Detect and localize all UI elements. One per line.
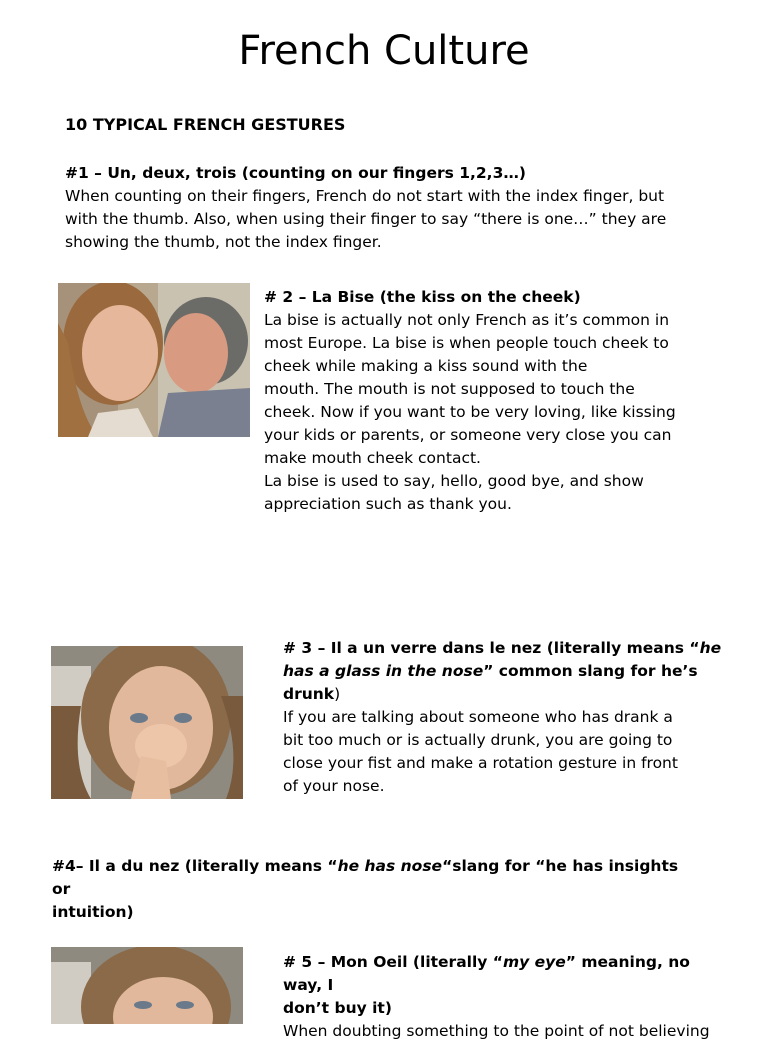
gesture-3-title-e: ) bbox=[334, 685, 341, 703]
gesture-4-title-b: he has nose bbox=[337, 857, 443, 875]
gesture-3-title-a: # 3 – Il a un verre dans le nez (literally means “ bbox=[283, 639, 700, 657]
gesture-5-title-b: my eye bbox=[502, 953, 566, 971]
gesture-3-line-2: bit too much or is actually drunk, you are going to bbox=[283, 731, 673, 749]
gesture-1-line-2: with the thumb. Also, when using their finger to say “there is one…” they are bbox=[65, 210, 667, 228]
gesture-1-line-1: When counting on their fingers, French do not start with the index finger, but bbox=[65, 187, 665, 205]
gesture-2-line-4: mouth. The mouth is not supposed to touch the bbox=[264, 380, 635, 398]
gesture-3-title-c: ” common slang for he’s bbox=[483, 662, 698, 680]
gesture-4-title-c: “slang for “he has insights or bbox=[52, 857, 679, 898]
gesture-2-line-2: most Europe. La bise is when people touch cheek to bbox=[264, 334, 669, 352]
gesture-2-line-9: appreciation such as thank you. bbox=[264, 495, 512, 513]
gesture-2-line-3: cheek while making a kiss sound with the bbox=[264, 357, 588, 375]
gesture-5-title-a: # 5 – Mon Oeil (literally “ bbox=[283, 953, 503, 971]
drunk-gesture-photo bbox=[51, 646, 243, 799]
gesture-1-title: #1 – Un, deux, trois (counting on our fingers 1,2,3…) bbox=[65, 164, 526, 182]
gesture-2-line-5: cheek. Now if you want to be very loving, like kissing bbox=[264, 403, 676, 421]
gesture-3-title-d: drunk bbox=[283, 685, 335, 703]
gesture-2-title: # 2 – La Bise (the kiss on the cheek) bbox=[264, 288, 581, 306]
gesture-3 bbox=[283, 637, 723, 798]
gesture-2-line-7: make mouth cheek contact. bbox=[264, 449, 481, 467]
gesture-3-title bbox=[283, 637, 723, 706]
gesture-2-line-1: La bise is actually not only French as it’s common in bbox=[264, 311, 670, 329]
gesture-5-title-d: don’t buy it) bbox=[283, 999, 392, 1017]
gesture-4-title bbox=[52, 855, 692, 924]
gesture-4 bbox=[52, 855, 692, 924]
section-heading: 10 TYPICAL FRENCH GESTURES bbox=[65, 115, 346, 134]
gesture-1 bbox=[65, 162, 725, 254]
gesture-2 bbox=[264, 286, 724, 516]
mon-oeil-photo bbox=[51, 947, 243, 1024]
page-title: French Culture bbox=[238, 28, 530, 74]
gesture-2-line-6: your kids or parents, or someone very close you can bbox=[264, 426, 672, 444]
gesture-5 bbox=[283, 951, 733, 1043]
la-bise-photo bbox=[58, 283, 250, 437]
gesture-3-line-4: of your nose. bbox=[283, 777, 385, 795]
gesture-5-title-c: ” meaning, no way, I bbox=[283, 953, 690, 994]
gesture-5-title bbox=[283, 951, 733, 1020]
gesture-4-title-d: intuition) bbox=[52, 903, 134, 921]
gesture-3-line-3: close your fist and make a rotation gesture in front bbox=[283, 754, 678, 772]
gesture-1-line-3: showing the thumb, not the index finger. bbox=[65, 233, 382, 251]
gesture-2-line-8: La bise is used to say, hello, good bye, and show bbox=[264, 472, 644, 490]
gesture-3-line-1: If you are talking about someone who has drank a bbox=[283, 708, 673, 726]
gesture-4-title-a: #4– Il a du nez (literally means “ bbox=[52, 857, 338, 875]
gesture-5-line-1: When doubting something to the point of not believing bbox=[283, 1022, 710, 1040]
gesture-3-title-b: he has a glass in the nose bbox=[283, 639, 722, 680]
